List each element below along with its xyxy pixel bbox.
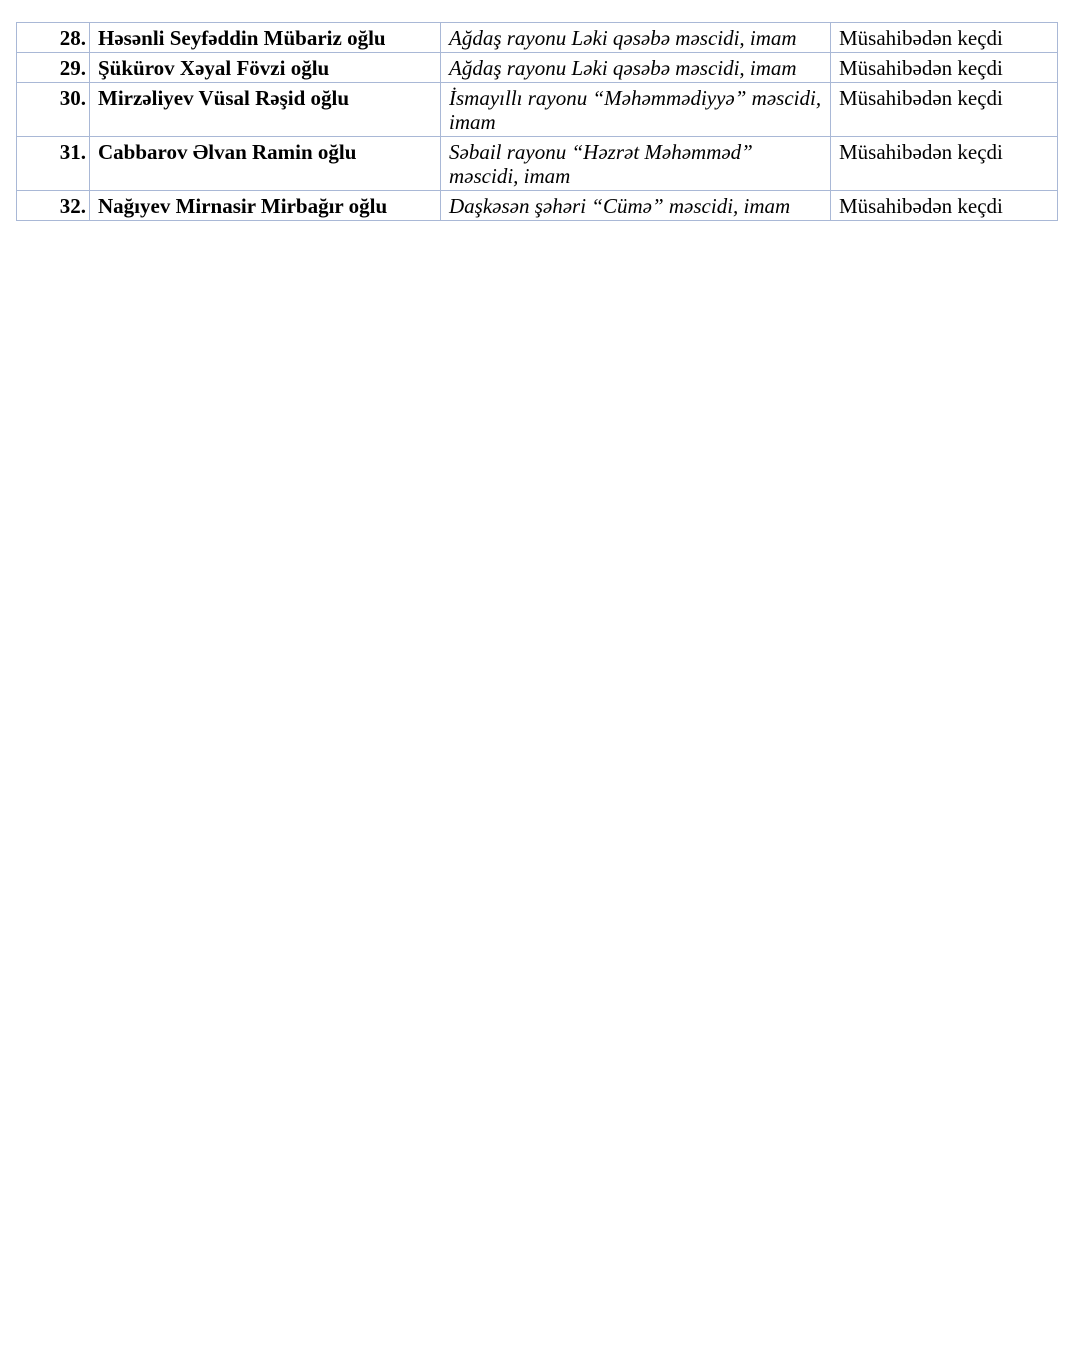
position-text: Daşkəsən şəhəri “Cümə” məscidi, imam	[441, 191, 831, 221]
person-name: Həsənli Seyfəddin Mübariz oğlu	[90, 23, 441, 53]
row-number: 32.	[17, 191, 90, 221]
result-text: Müsahibədən keçdi	[831, 53, 1058, 83]
person-name: Şükürov Xəyal Fövzi oğlu	[90, 53, 441, 83]
row-number: 30.	[17, 83, 90, 137]
table-row	[17, 137, 1058, 191]
person-name: Cabbarov Əlvan Ramin oğlu	[90, 137, 441, 191]
position-text: Ağdaş rayonu Ləki qəsəbə məscidi, imam	[441, 23, 831, 53]
row-number: 31.	[17, 137, 90, 191]
results-table	[16, 22, 1058, 221]
table-row	[17, 191, 1058, 221]
table-row	[17, 23, 1058, 53]
row-number: 28.	[17, 23, 90, 53]
person-name: Mirzəliyev Vüsal Rəşid oğlu	[90, 83, 441, 137]
position-text: İsmayıllı rayonu “Məhəmmədiyyə” məscidi, imam	[441, 83, 831, 137]
position-text: Ağdaş rayonu Ləki qəsəbə məscidi, imam	[441, 53, 831, 83]
result-text: Müsahibədən keçdi	[831, 23, 1058, 53]
position-text: Səbail rayonu “Həzrət Məhəmməd” məscidi, imam	[441, 137, 831, 191]
result-text: Müsahibədən keçdi	[831, 191, 1058, 221]
person-name: Nağıyev Mirnasir Mirbağır oğlu	[90, 191, 441, 221]
row-number: 29.	[17, 53, 90, 83]
table-row	[17, 53, 1058, 83]
result-text: Müsahibədən keçdi	[831, 83, 1058, 137]
result-text: Müsahibədən keçdi	[831, 137, 1058, 191]
table-row	[17, 83, 1058, 137]
